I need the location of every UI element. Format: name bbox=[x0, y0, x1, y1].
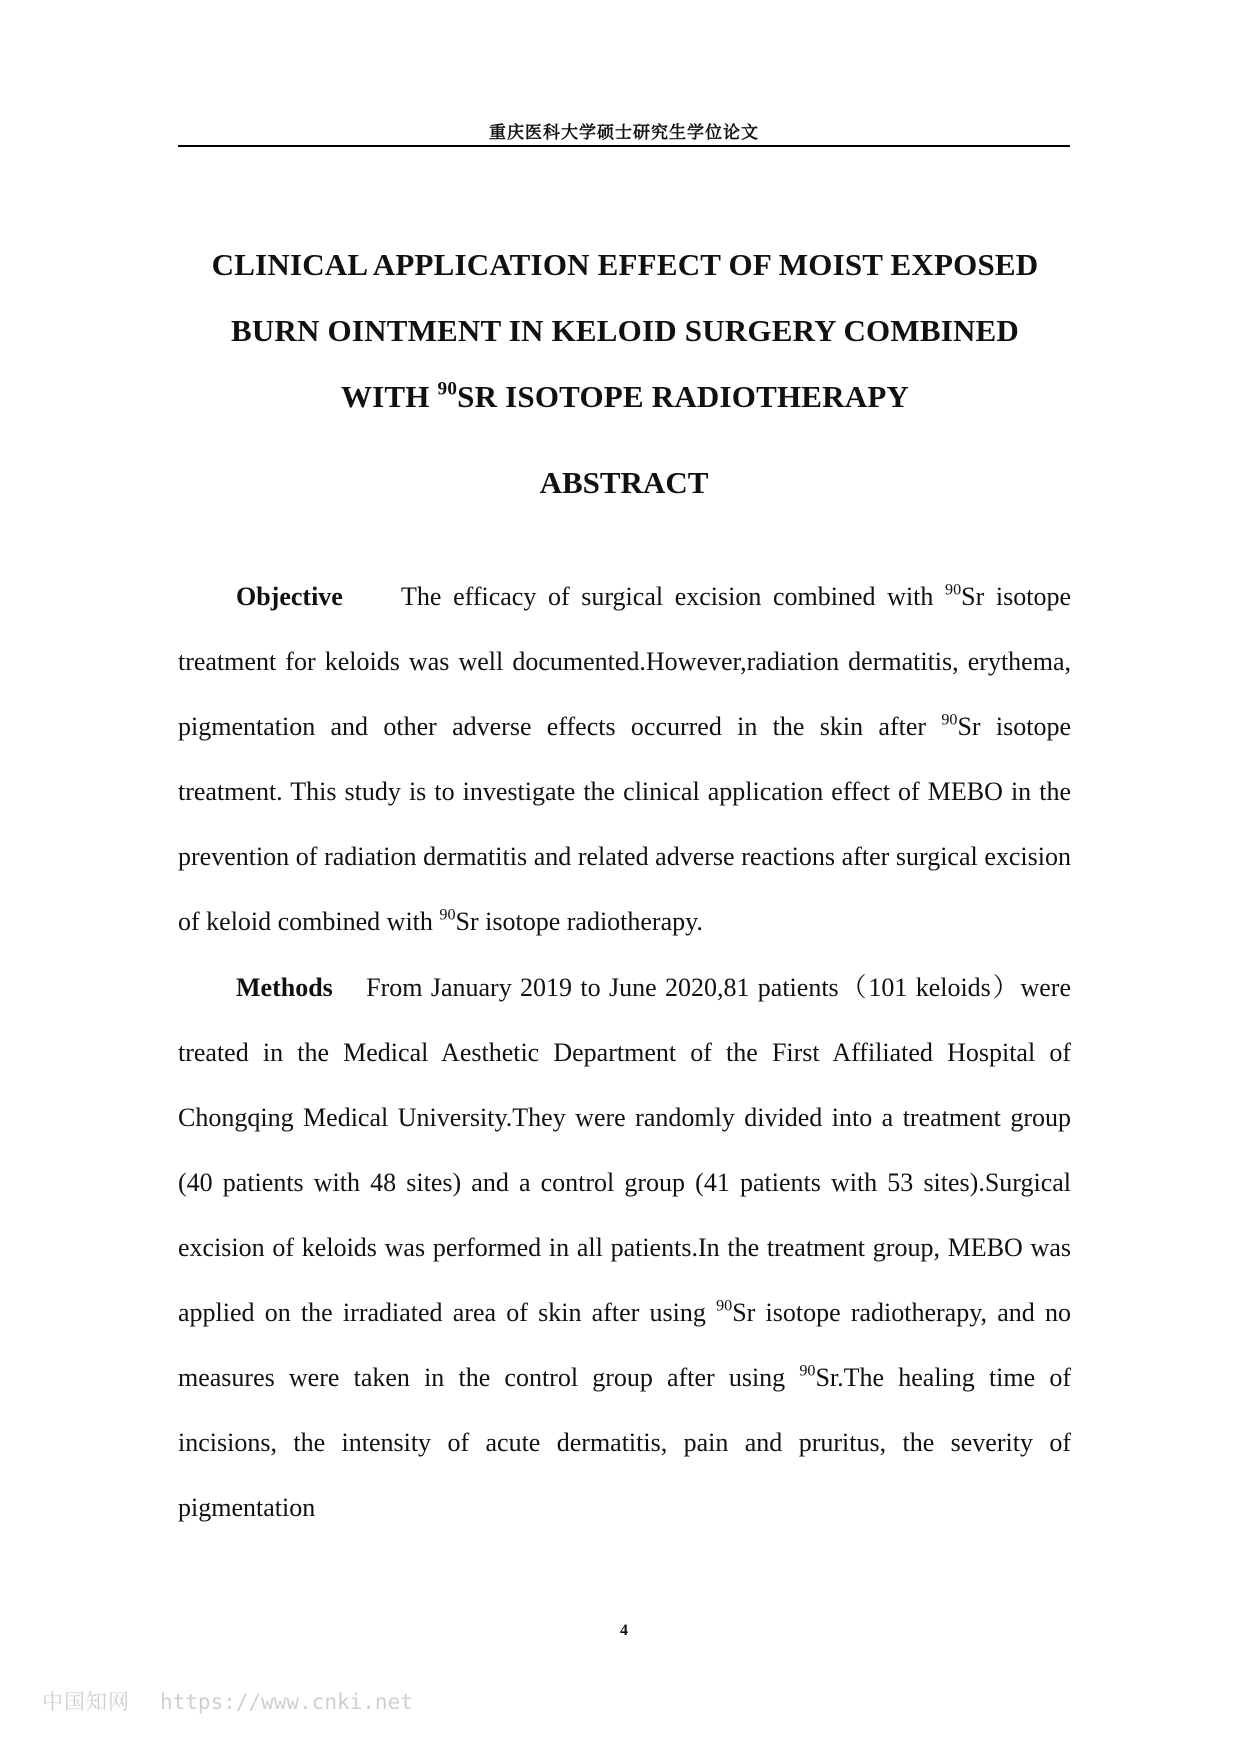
objective-text-2: Sr isotope treatment for keloids was well documented.However,radiation dermatitis, erythema, pigmentation and other adverse effects occurred in the skin after bbox=[178, 582, 1072, 742]
paper-title bbox=[150, 232, 1100, 430]
methods-text-3: Sr.The healing time of incisions, the intensity of acute dermatitis, pain and pruritus, the severity of pigmentation bbox=[178, 1363, 1071, 1523]
watermark-url: https://www.cnki.net bbox=[160, 1690, 413, 1714]
title-line-2: BURN OINTMENT IN KELOID SURGERY COMBINED bbox=[230, 313, 1020, 348]
objective-text-3: Sr isotope treatment. This study is to investigate the clinical application effect of MEBO in the prevention of radiation dermatitis and related adverse reactions after surgical excision of keloid combined with bbox=[178, 712, 1071, 937]
isotope-superscript: 90 bbox=[945, 581, 962, 599]
page-number: 4 bbox=[620, 1622, 628, 1639]
title-line-3-start: WITH bbox=[340, 379, 438, 414]
isotope-superscript: 90 bbox=[716, 1297, 733, 1315]
methods-paragraph bbox=[178, 955, 1071, 1541]
isotope-superscript: 90 bbox=[941, 711, 958, 729]
isotope-superscript: 90 bbox=[439, 907, 456, 924]
title-line-1: CLINICAL APPLICATION EFFECT OF MOIST EXPOSED bbox=[211, 247, 1039, 282]
cnki-watermark bbox=[42, 1686, 413, 1716]
objective-label: Objective bbox=[236, 582, 343, 611]
abstract-heading: ABSTRACT bbox=[539, 465, 709, 500]
header-rule bbox=[178, 145, 1070, 147]
running-header: 重庆医科大学硕士研究生学位论文 bbox=[489, 123, 759, 143]
isotope-superscript: 90 bbox=[799, 1362, 816, 1380]
methods-text-1: From January 2019 to June 2020,81 patients（101 keloids）were treated in the Medical Aesthetic Department of the First Affiliated Hospital of Chongqing Medical University.They were randomly divided into a treatment group (40 patients with 48 sites) and a control group (41 patients with 53 sites).Surgical excision of keloids was performed in all patients.In the treatment group, MEBO was applied on the irradiated area of skin after using bbox=[178, 972, 1071, 1328]
watermark-site-name: 中国知网 bbox=[42, 1690, 130, 1714]
objective-paragraph bbox=[178, 564, 1071, 955]
methods-label: Methods bbox=[236, 972, 333, 1002]
methods-text-2: Sr isotope radiotherapy, and no measures were taken in the control group after using bbox=[178, 1298, 1072, 1393]
objective-text-4: Sr isotope radiotherapy. bbox=[455, 907, 703, 937]
objective-text-1: The efficacy of surgical excision combined with bbox=[401, 582, 946, 611]
title-line-3 bbox=[150, 364, 1100, 430]
abstract-body bbox=[178, 564, 1071, 1540]
title-isotope-mass: 90 bbox=[437, 378, 458, 400]
title-line-3-end: SR ISOTOPE RADIOTHERAPY bbox=[457, 379, 910, 414]
